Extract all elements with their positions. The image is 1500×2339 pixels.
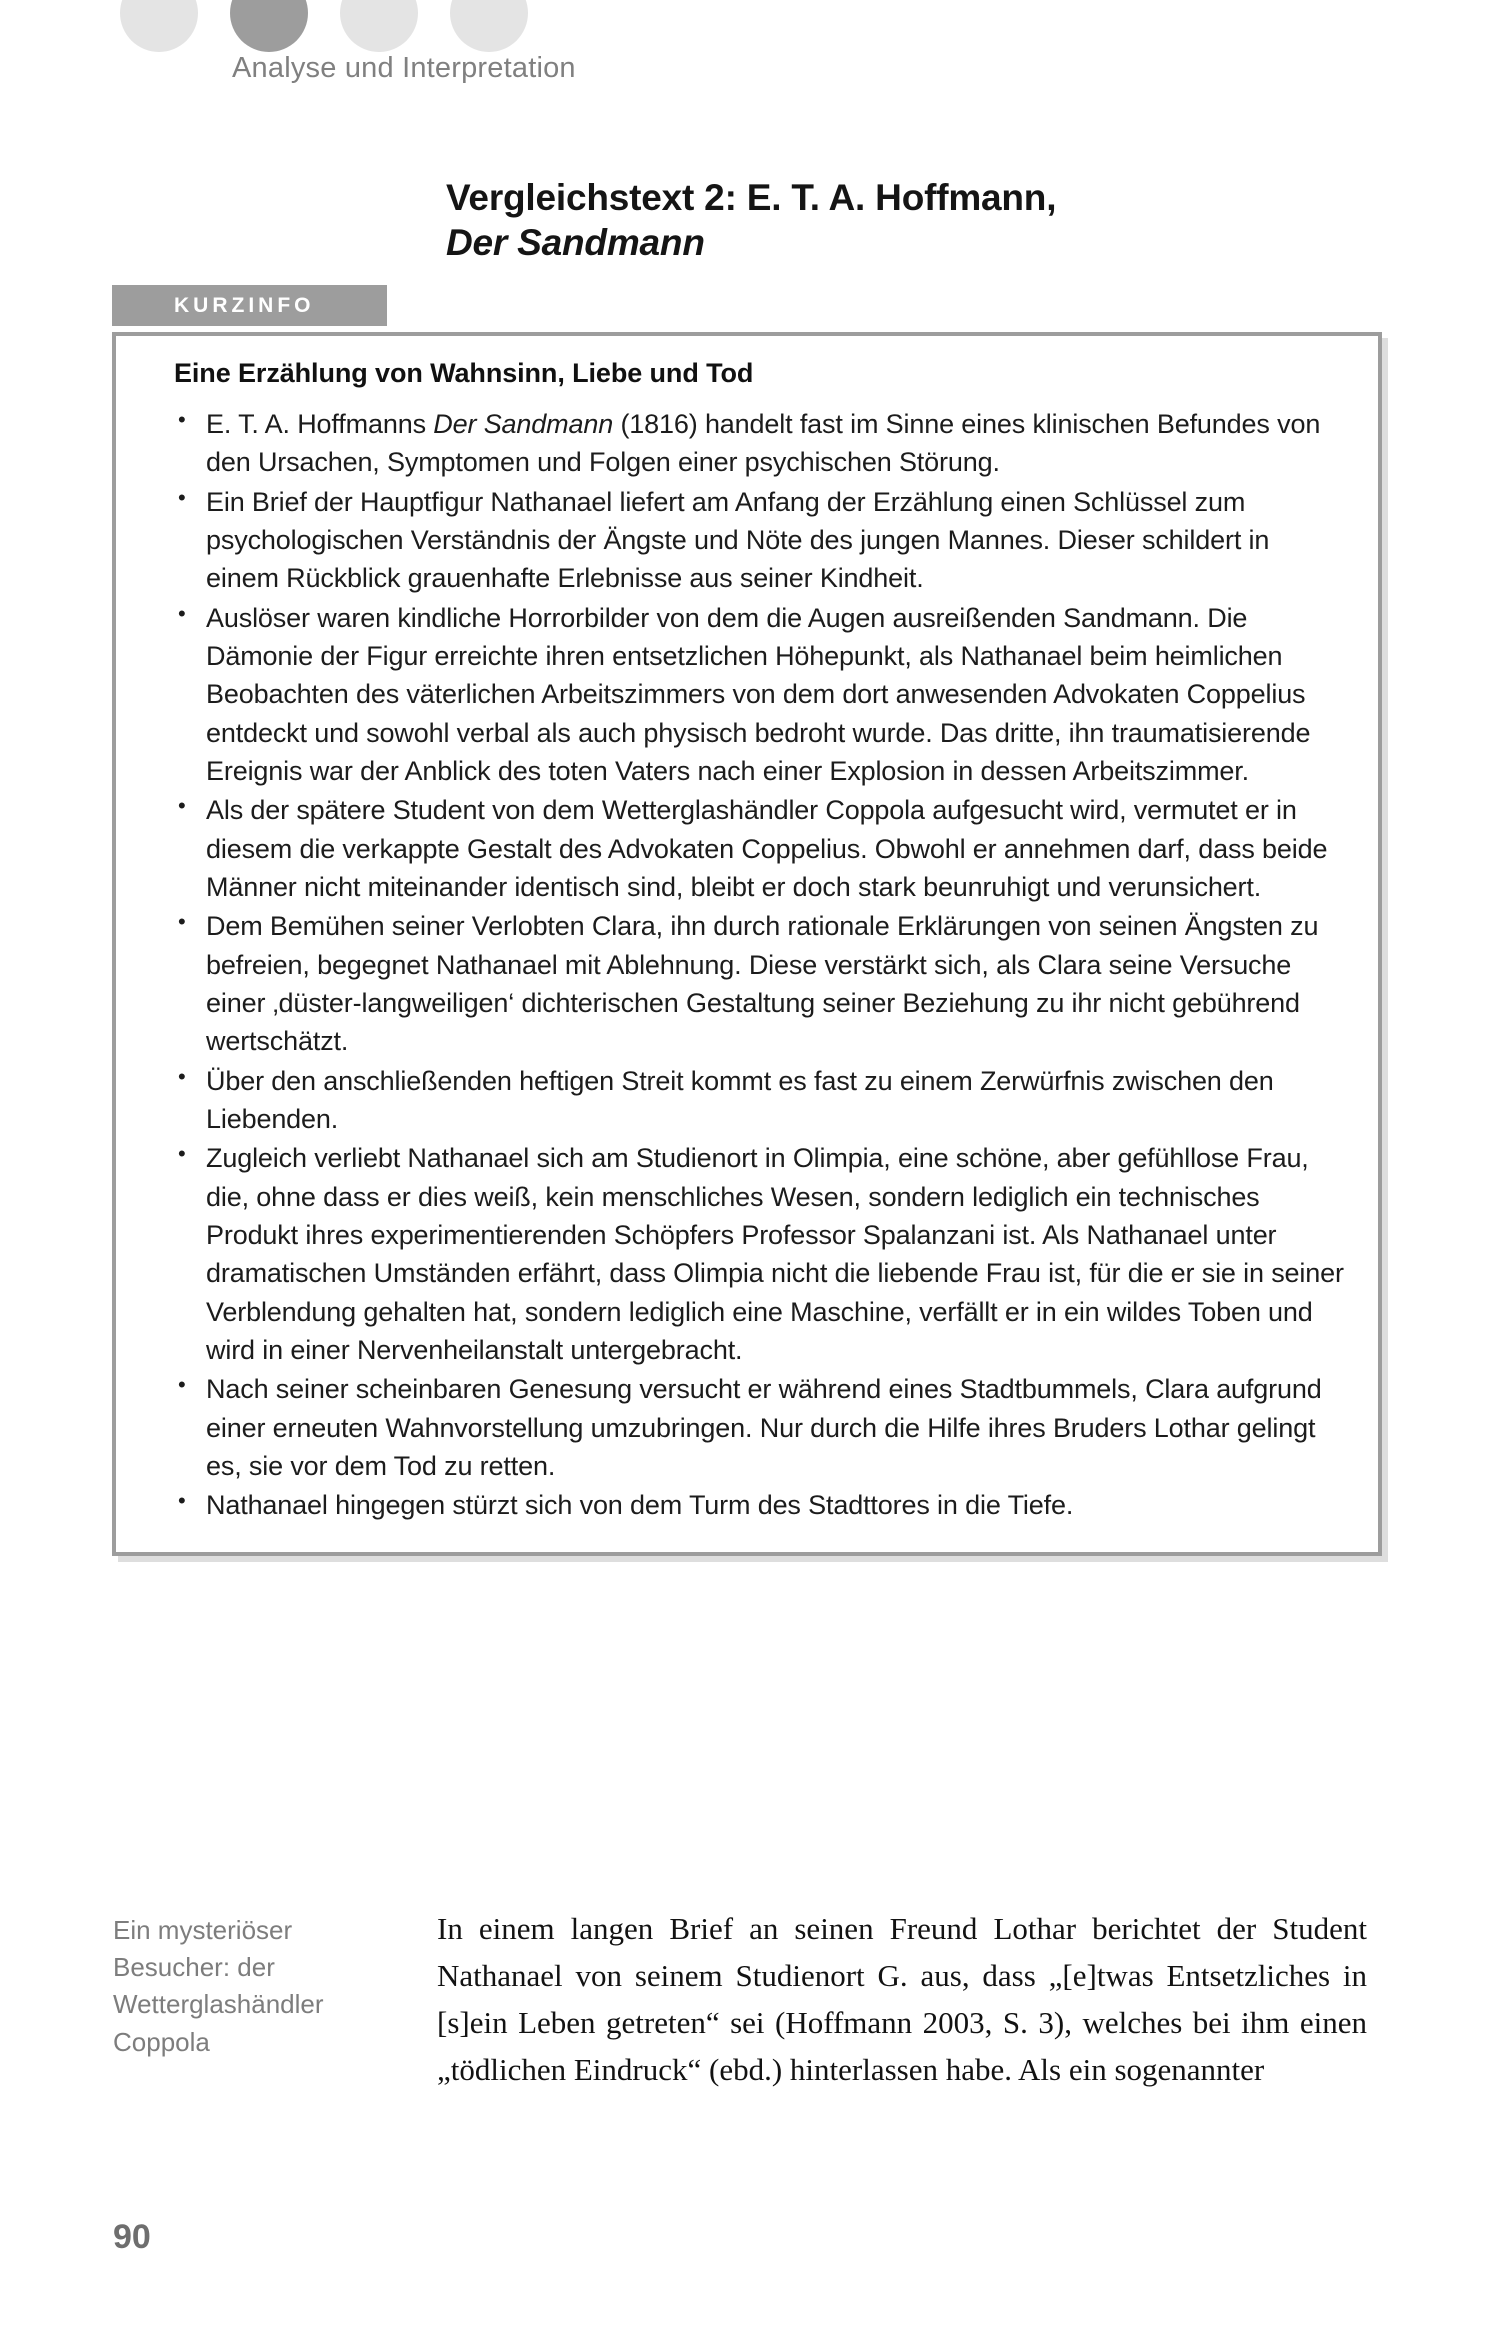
work-title-italic: Der Sandmann (433, 409, 614, 439)
kurzinfo-bullet-item (174, 405, 1344, 482)
kurzinfo-tab-label: KURZINFO (112, 285, 387, 326)
kurzinfo-bullet-item (174, 1062, 1344, 1139)
bullet-text-run: Nach seiner scheinbaren Genesung versucht er während eines Stadtbummels, Clara aufgrund einer erneuten Wahnvorstellung umzubringen. Nur durch die Hilfe ihres Bruders Lothar gelingt es, sie vor dem Tod zu retten. (206, 1374, 1322, 1481)
kurzinfo-bullet-item (174, 907, 1344, 1060)
body-paragraph: In einem langen Brief an seinen Freund Lothar berichtet der Student Nathanael von seinem Studienort G. aus, dass „[e]twas Entsetzliches in [s]ein Leben getreten“ sei (Hoffmann 2003, S. 3), welches bei ihm einen „tödlichen Eindruck“ (ebd.) hinterlassen habe. Als ein sogenannter (437, 1911, 1367, 2088)
progress-dot-4 (450, 0, 528, 52)
page-title (446, 175, 1346, 265)
kurzinfo-bullet-item (174, 1486, 1344, 1524)
progress-dot-2-active (230, 0, 308, 52)
margin-note: Ein mysteriöser Besucher: der Wetterglashändler Coppola (113, 1915, 324, 2057)
page-number: 90 (113, 2218, 151, 2256)
kurzinfo-bullet-item (174, 599, 1344, 791)
bullet-text-run: Dem Bemühen seiner Verlobten Clara, ihn durch rationale Erklärungen von seinen Ängsten zu befreien, begegnet Nathanael mit Ablehnung. Diese verstärkt sich, als Clara seine Versuche einer ‚düster-langweiligen‘ dichterischen Gestaltung seiner Beziehung zu ihr nicht gebührend wertschätzt. (206, 911, 1319, 1057)
running-head: Analyse und Interpretation (232, 52, 576, 84)
bullet-text-run: Ein Brief der Hauptfigur Nathanael liefert am Anfang der Erzählung einen Schlüssel zum psychologischen Verständnis der Ängste und Nöte des jungen Mannes. Dieser schildert in einem Rückblick grauenhafte Erlebnisse aus seiner Kindheit. (206, 486, 1270, 594)
body-text-column (437, 1905, 1367, 2093)
kurzinfo-bullet-item (174, 483, 1344, 598)
kurzinfo-bullet-item (174, 1139, 1344, 1369)
progress-dot-3 (340, 0, 418, 52)
page-title-line-2: Der Sandmann (446, 222, 705, 264)
progress-dot-1 (120, 0, 198, 52)
chapter-progress-dots (120, 0, 528, 52)
bullet-text-run: Auslöser waren kindliche Horrorbilder von dem die Augen ausreißenden Sandmann. Die Dämonie der Figur erreichte ihren entsetzlichen Höhepunkt, als Nathanael beim heimlichen Beobachten des väterlichen Arbeitszimmers von dem dort anwesenden Advokaten Coppelius entdeckt und sowohl verbal als auch physisch bedroht wurde. Das dritte, ihn traumatisierende Ereignis war der Anblick des toten Vaters nach einer Explosion in dessen Arbeitszimmer. (206, 602, 1311, 786)
kurzinfo-bullet-list (174, 405, 1344, 1525)
kurzinfo-heading: Eine Erzählung von Wahnsinn, Liebe und Tod (174, 358, 754, 388)
page-title-line-1: Vergleichstext 2: E. T. A. Hoffmann, (446, 177, 1057, 218)
kurzinfo-bullet-item (174, 1370, 1344, 1485)
kurzinfo-box (112, 332, 1382, 1556)
kurzinfo-bullet-item (174, 791, 1344, 906)
bullet-text-run: Nathanael hingegen stürzt sich von dem Turm des Stadttores in die Tiefe. (206, 1490, 1074, 1521)
bullet-text-run: Zugleich verliebt Nathanael sich am Studienort in Olimpia, eine schöne, aber gefühllose Frau, die, ohne dass er dies weiß, kein menschliches Wesen, sondern lediglich ein technisches Produkt ihres experimentierenden Schöpfers Professor Spalanzani ist. Als Nathanael unter dramatischen Umständen erfährt, dass Olimpia nicht die liebende Frau ist, für die er sie in seiner Verblendung gehalten hat, sondern lediglich eine Maschine, verfällt er in ein wildes Toben und wird in einer Nervenheilanstalt untergebracht. (206, 1143, 1344, 1365)
bullet-text-run: E. T. A. Hoffmanns (206, 409, 434, 439)
bullet-text-run: (1816) handelt fast im Sinne eines klinischen Befundes von den Ursachen, Symptomen und Folgen einer psychischen Störung. (206, 409, 1321, 478)
bullet-text-run: Als der spätere Student von dem Wetterglashändler Coppola aufgesucht wird, vermutet er in diesem die verkappte Gestalt des Advokaten Coppelius. Obwohl er annehmen darf, dass beide Männer nicht miteinander identisch sind, bleibt er doch stark beunruhigt und verunsichert. (206, 795, 1328, 902)
bullet-text-run: Über den anschließenden heftigen Streit kommt es fast zu einem Zerwürfnis zwischen den Liebenden. (206, 1065, 1274, 1134)
